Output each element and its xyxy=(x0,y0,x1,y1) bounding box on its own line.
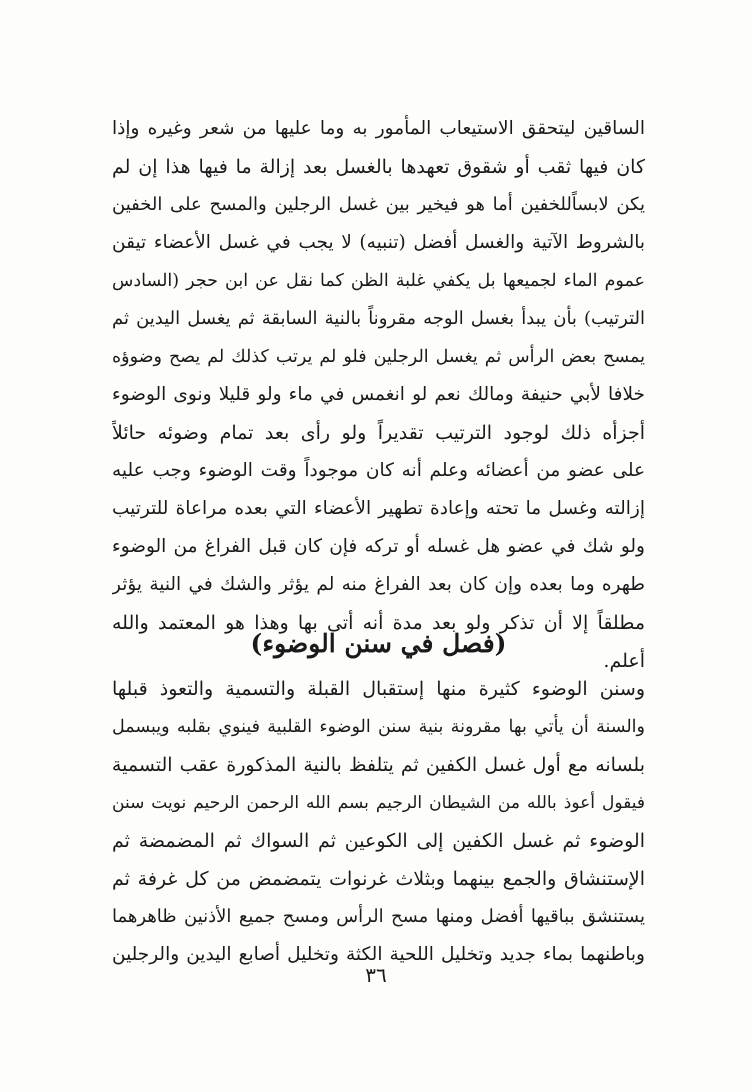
text-line: إزالته وغسل ما تحته وإعادة تطهير الأعضاء التي بعده مراعاة للترتيب xyxy=(112,498,645,519)
text-line: طهره وما بعده وإن كان بعد الفراغ منه لم يؤثر والشك في النية يؤثر xyxy=(112,574,645,595)
text-line: ولو شك في عضو هل غسله أو تركه فإن كان قبل الفراغ من الوضوء xyxy=(112,536,645,557)
text-line: الوضوء ثم غسل الكفين إلى الكوعين ثم السواك ثم المضمضة ثم xyxy=(112,830,645,852)
text-line: على عضو من أعضائه وعلم أنه كان موجوداً وقت الوضوء وجب عليه xyxy=(112,460,645,481)
text-line: فيقول أعوذ بالله من الشيطان الرجيم بسم الله الرحمن الرحيم نويت سنن xyxy=(112,793,645,813)
text-line: والسنة أن يأتي بها مقرونة بنية سنن الوضوء القلبية فينوي بقلبه ويبسمل xyxy=(112,717,645,737)
text-line: كان فيها ثقب أو شقوق تعهدها بالغسل بعد إزالة ما فيها هذا إن لم xyxy=(112,156,645,178)
text-line: الإستنشاق والجمع بينهما وبثلاث غرنوات يتمضمض من كل غرفة ثم xyxy=(112,868,645,890)
text-line: وباطنهما بماء جديد وتخليل اللحية الكثة وتخليل أصابع اليدين والرجلين xyxy=(112,944,645,965)
text-line: خلافا لأبي حنيفة ومالك نعم لو انغمس في ماء ولو قليلا ونوى الوضوء xyxy=(112,384,645,405)
paragraph-1 xyxy=(112,110,645,680)
page-number: ٣٦ xyxy=(365,963,387,987)
text-line: يستنشق بباقيها أفضل ومنها مسح الرأس ومسح جميع الأذنين ظاهرهما xyxy=(112,906,645,927)
text-line: الترتيب) بأن يبدأ بغسل الوجه مقروناً بالنية السابقة ثم يغسل اليدين ثم xyxy=(112,308,645,329)
text-line: مطلقاً إلا أن تذكر ولو بعد مدة أنه أتى بها وهذا هو المعتمد والله xyxy=(112,612,645,634)
text-line: يكن لابساًللخفين أما هو فيخير بين غسل الرجلين والمسح على الخفين xyxy=(112,194,645,215)
text-line: وسنن الوضوء كثيرة منها إستقبال القبلة والتسمية والتعوذ قبلها xyxy=(112,678,645,700)
text-line: الساقين ليتحقق الاستيعاب المأمور به وما عليها من شعر وغيره وإذا xyxy=(112,118,645,139)
text-line: يمسح بعض الرأس ثم يغسل الرجلين فلو لم يرتب كذلك لم يصح وضوؤه xyxy=(112,347,645,367)
section-heading: (فصل في سنن الوضوء) xyxy=(250,629,507,658)
text-line: أعلم. xyxy=(603,650,645,672)
text-line: أجزأه ذلك لوجود الترتيب تقديراً ولو رأى بعد تمام وضوئه حائلاً xyxy=(112,422,645,444)
text-line: عموم الماء لجميعها بل يكفي غلبة الظن كما نقل عن ابن حجر (السادس xyxy=(112,271,645,291)
text-line: بلسانه مع أول غسل الكفين ثم يتلفظ بالنية المذكورة عقب التسمية xyxy=(112,754,645,776)
paragraph-2 xyxy=(112,670,645,974)
text-line: بالشروط الآتية والغسل أفضل (تنبيه) لا يجب في غسل الأعضاء تيقن xyxy=(112,232,645,253)
